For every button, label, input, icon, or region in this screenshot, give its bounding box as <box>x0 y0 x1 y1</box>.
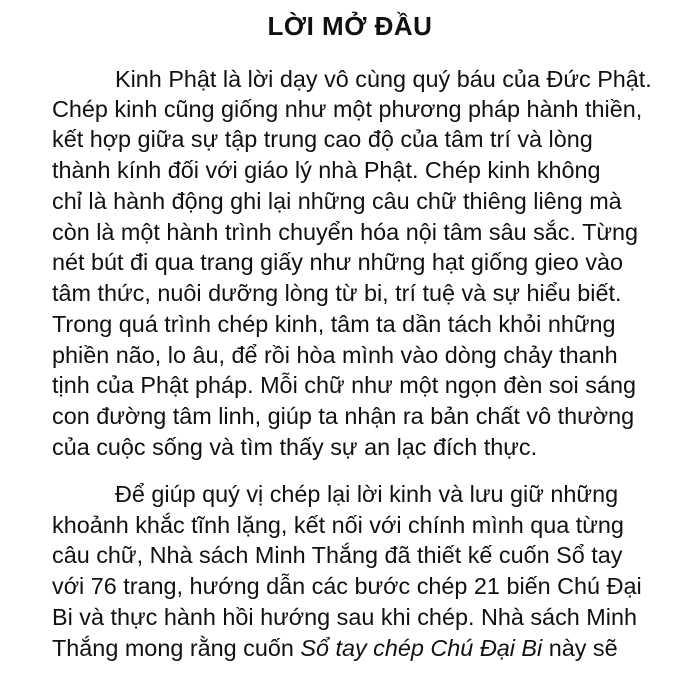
text-span: Thắng mong rằng cuốn <box>52 635 301 661</box>
text-line: còn là một hành trình chuyển hóa nội tâm sâu sắc. Từng <box>52 219 639 245</box>
text-line: phiền não, lo âu, để rồi hòa mình vào dòng chảy thanh <box>52 342 618 368</box>
text-line: con đường tâm linh, giúp ta nhận ra bản chất vô thường <box>52 403 635 429</box>
text-line: kết hợp giữa sự tập trung cao độ của tâm trí và lòng <box>52 126 593 152</box>
text-line: của cuộc sống và tìm thấy sự an lạc đích thực. <box>52 434 538 460</box>
text-line: Trong quá trình chép kinh, tâm ta dần tách khỏi những <box>52 311 616 337</box>
text-line: Chép kinh cũng giống như một phương pháp hành thiền, <box>52 96 643 122</box>
text-line: thành kính đối với giáo lý nhà Phật. Chép kinh không <box>52 157 601 183</box>
text-line: tịnh của Phật pháp. Mỗi chữ như một ngọn đèn soi sáng <box>52 372 636 398</box>
text-line: Kinh Phật là lời dạy vô cùng quý báu của Đức Phật. <box>115 66 652 92</box>
text-line: nét bút đi qua trang giấy như những hạt giống gieo vào <box>52 249 624 275</box>
book-title-italic: Sổ tay chép Chú Đại Bi <box>300 635 543 661</box>
text-line: Bi và thực hành hồi hướng sau khi chép. Nhà sách Minh <box>52 604 637 630</box>
text-line: với 76 trang, hướng dẫn các bước chép 21 biến Chú Đại <box>52 573 642 599</box>
text-line: tâm thức, nuôi dưỡng lòng từ bi, trí tuệ và sự hiểu biết. <box>52 280 622 306</box>
text-line: chỉ là hành động ghi lại những câu chữ thiêng liêng mà <box>52 188 622 214</box>
text-line: Để giúp quý vị chép lại lời kinh và lưu giữ những <box>115 481 619 507</box>
text-line: câu chữ, Nhà sách Minh Thắng đã thiết kế cuốn Sổ tay <box>52 542 623 568</box>
text-line <box>52 633 618 663</box>
text-line: khoảnh khắc tĩnh lặng, kết nối với chính mình qua từng <box>52 512 624 538</box>
page-title: LỜI MỞ ĐẦU <box>267 11 433 41</box>
text-span: này sẽ <box>542 635 618 661</box>
